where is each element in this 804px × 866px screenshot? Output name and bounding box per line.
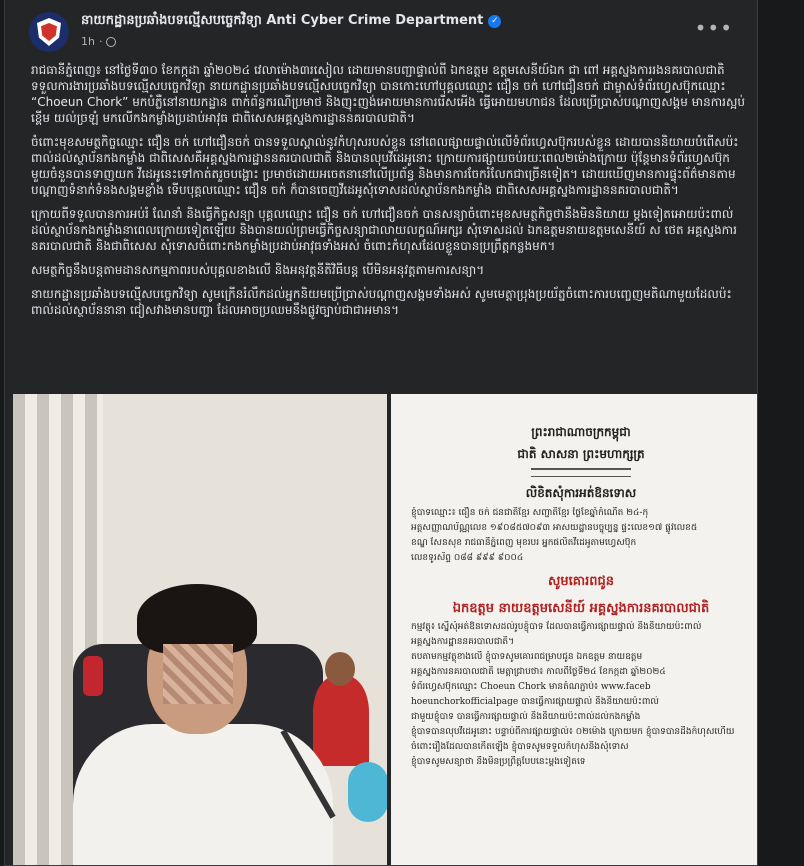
post-images — [13, 394, 758, 866]
letter-recipient: ឯកឧត្តម នាយឧត្តមសេនីយ៍ អគ្គស្នងការនគរបាលជាតិ — [452, 601, 710, 616]
post-paragraph: ចំពោះមុខសមត្ថកិច្ចឈ្មោះ ជឿន ចក់ ហៅជឿនចក់ បានទទួលស្គាល់នូវកំហុសរបស់ខ្លួន នៅពេលផ្សាយផ្ទាល់លើទំព័រហ្វេសប៊ុករបស់ខ្លួន ដោយបាននិយាយបំពើសប៉ះពាល់ដល់ស្ថាប័នកងកម្លាំង ជាពិសេសគឺអគ្គស្នងការដ្ឋាននគរបាលជាតិ និងបានលុបវីដេអូនោះ ក្រោយការផ្សាយចប់រយៈពេល២ម៉ោងក្រោយ ប៉ុន្តែមានទំព័រហ្វេសប៊ុកមួយចំនួនបានទាញយក វីដេអូនេះទៅកាត់តរួចបង្ហោះ ប្រមាថដោយអចេតនានៅលើប្រព័ន្ធ និងមានការចែករំលែកជាច្រើនទៀត។ ដោយឃើញមានការផ្ទុះព័ត៌មានតាមបណ្តាញទំនាក់ទំនងសង្គមខ្លាំង ទើបបុគ្គលឈ្មោះ ជឿន ចក់ ក៏បានចេញវីដេអូសុំទោសដល់ស្ថាប័នកងកម្លាំង ជាពិសេសអគ្គស្នងការដ្ឋាននគរបាលជាតិ។ — [31, 135, 739, 197]
post-card — [4, 0, 758, 866]
post-paragraph: សមត្ថកិច្ចនឹងបន្តតាមដានសកម្មភាពរបស់បុគ្គលខាងលើ និងអនុវត្តនីតិវិធីបន្ត បើមិនអនុវត្តតាមការសន្យា។ — [31, 263, 485, 277]
letter-body-line: ខ្ញុំបាទបានលុបវីដេអូនោះ បន្ទាប់ពីការផ្សាយផ្ទាល់៖ ០២ម៉ោង ក្រោយមក ខ្ញុំបាទបានដឹងកំហុសហើយ — [411, 727, 735, 737]
letter-subject: អគ្គស្នងការដ្ឋាននគរបាលជាតិ។ — [411, 637, 515, 647]
letter-line: អត្តសញ្ញាណប័ណ្ណលេខ ១៩០៨៥៧០៩៣ អាសយដ្ឋានបច្ចុប្បន្ន ផ្ទះលេខ១៧ ផ្លូវលេខ៥ — [411, 523, 698, 533]
letter-line: ខណ្ឌ សែនសុខ រាជធានីភ្នំពេញ មុខរបរ អ្នកផលិតវីដេអូតាមហ្វេសប៊ុក — [411, 538, 637, 548]
post-paragraph: ក្រោយពីទទួលបានការអប់រំ ណែនាំ និងធ្វើកិច្ចសន្យា បុគ្គលឈ្មោះ ជឿន ចក់ ហៅជឿនចក់ បានសន្យាចំពោះមុខសមត្ថកិច្ចថានឹងមិននិយាយ ម្ដងទៀតអោយប៉ះពាល់ដល់ស្ថាប័នកងកម្លាំងនាពេលក្រោយទៀតឡើយ និងបានយល់ព្រមធ្វើកិច្ចសន្យាជាលាយលក្ខណ៍អក្សរ សុំទោសដល់ ឯកឧត្តមនាយឧត្តមសេនីយ៍ ស ថេត អគ្គស្នងការនគរបាលជាតិ និងជាពិសេស សុំទោសចំពោះកងកម្លាំងប្រដាប់អាវុធទាំងអស់ ចំពោះកំហុសដែលខ្លួនបានប្រព្រឹត្តកន្លងមក។ — [31, 207, 737, 253]
post-header — [29, 10, 749, 54]
dot-separator: · — [98, 35, 103, 48]
letter-ornament — [531, 468, 631, 477]
photo-man-at-desk[interactable] — [13, 394, 387, 866]
police-shield-logo-icon — [37, 18, 61, 46]
apology-letter — [411, 420, 751, 771]
letter-body-line: ចំពោះរឿងដែលបានកើតឡើង ខ្ញុំបាទសូមទទួលកំហុសនិងសុំទោស — [411, 742, 629, 752]
letter-subject: កម្មវត្ថុ៖ ស្នើសុំអត់ឱនទោសដល់រូបខ្ញុំបាទ ដែលបានធ្វើការផ្សាយផ្ទាល់ និងនិយាយប៉ះពាល់ — [411, 622, 702, 632]
letter-body-line: ខ្ញុំបាទសូមសន្យាថា នឹងមិនប្រព្រឹត្តបែបនេះម្តងទៀតទេ — [411, 757, 586, 767]
globe-icon[interactable] — [106, 37, 116, 47]
letter-kingdom: ព្រះរាជាណាចក្រកម្ពុជា — [531, 425, 631, 439]
letter-motto: ជាតិ សាសនា ព្រះមហាក្សត្រ — [517, 447, 645, 461]
post-time[interactable]: 1h — [81, 35, 95, 48]
boy-head-shape — [325, 652, 355, 686]
headphones-shape — [348, 762, 387, 822]
letter-body-line: ជាមួយខ្ញុំបាទ បានធ្វើការផ្សាយផ្ទាល់ និងនិយាយប៉ះពាល់ដល់កងកម្លាំង — [411, 712, 641, 722]
letter-title: លិខិតសុំការអត់ឱនទោស — [525, 486, 637, 500]
face-blur-shape — [163, 644, 233, 704]
page-name-link[interactable] — [81, 12, 501, 31]
verified-badge-icon: ✓ — [488, 15, 501, 28]
letter-line: ខ្ញុំបាទឈ្មោះ៖ ជឿន ចក់ ជនជាតិខ្មែរ សញ្ជាតិខ្មែរ ថ្ងៃខែឆ្នាំកំណើត ២៤-កុ — [411, 508, 649, 518]
chair-accent-shape — [83, 656, 103, 696]
boy-shirt-shape — [313, 676, 369, 766]
letter-respect: សូមគោរពជូន — [547, 574, 614, 589]
more-options-icon[interactable]: ••• — [694, 16, 733, 40]
letter-body-line: hoeunchorkofficialpage បានធ្វើការផ្សាយផ្ទាល់ និងនិយាយប៉ះពាល់ — [411, 697, 659, 707]
post-paragraph: នាយកដ្ឋានប្រឆាំងបទល្មើសបច្ចេកវិទ្យា សូមក្រើនរំលឹកដល់អ្នកនិយមប្រើប្រាស់បណ្តាញសង្គមទាំងអស់ សូមមេត្តាប្រុងប្រយ័ត្នចំពោះការបញ្ចេញមតិណាមួយដែលប៉ះពាល់ដល់ស្ថាប័ននានា ជៀសវាងមានបញ្ហា ដែលអាចប្រឈមនឹងផ្លូវច្បាប់ជាជាអមាន។ — [31, 287, 732, 317]
page-avatar[interactable] — [29, 12, 69, 52]
post-body — [31, 62, 747, 326]
post-meta — [81, 35, 116, 48]
post-paragraph: រាជធានីភ្នំពេញ៖ នៅថ្ងៃទី៣០ ខែកក្កដា ឆ្នាំ២០២៤ វេលាម៉ោង៣រសៀល ដោយមានបញ្ជាផ្ទាល់ពី ឯកឧត្តម ឧត្តមសេនីយ៍ឯក ជា ពៅ អគ្គស្នងការរងនគរបាលជាតិ ទទួលការងារប្រឆាំងបទល្មើសបច្ចេកវិទ្យា នាយកដ្ឋានប្រឆាំងបទល្មើសបច្ចេកវិទ្យា បានកោះហៅបុគ្គលឈ្មោះ ជឿន ចក់ ហៅជឿនចក់ ជាម្ចាស់ទំព័រហ្វេសប៊ុកឈ្មោះ “Choeun Chork” មកបំភ្លឺនៅនាយកដ្ឋាន ពាក់ព័ន្ធករណីប្រមាថ និងញុះញង់អោយមានការរើសអើង ធ្វើអោយមហាជន ដែលប្រើប្រាស់បណ្តាញសង្គម មានការស្អប់ខ្ពើម យល់ច្រឡំ មកលើកងកម្លាំងប្រដាប់អាវុធ ជាពិសេសអគ្គស្នងការដ្ឋាននគរបាលជាតិ។ — [31, 63, 745, 125]
photo-apology-letter[interactable] — [391, 394, 758, 866]
page-name[interactable]: នាយកដ្ឋានប្រឆាំងបទល្មើសបច្ចេកវិទ្យា Anti Cyber Crime Department — [81, 13, 484, 28]
letter-body-line: ទំព័រហ្វេសប៊ុកឈ្មោះ Choeun Chork មានតំណភ្ជាប់៖ www.faceb — [411, 682, 651, 692]
letter-body-line: តបតាមកម្មវត្ថុខាងលើ ខ្ញុំបាទសូមគោរពជម្រាបជូន ឯកឧត្តម នាយឧត្តម — [411, 652, 643, 662]
letter-body-line: អគ្គស្នងការនគរបាលជាតិ មេត្តាជ្រាបថា៖ កាលពីថ្ងៃទី២៤ ខែកក្កដា ឆ្នាំ២០២៤ — [411, 667, 666, 677]
letter-line: លេខទូរស័ព្ទ ០៨៨ ៩៩៩ ៩០០៤ — [411, 553, 524, 563]
